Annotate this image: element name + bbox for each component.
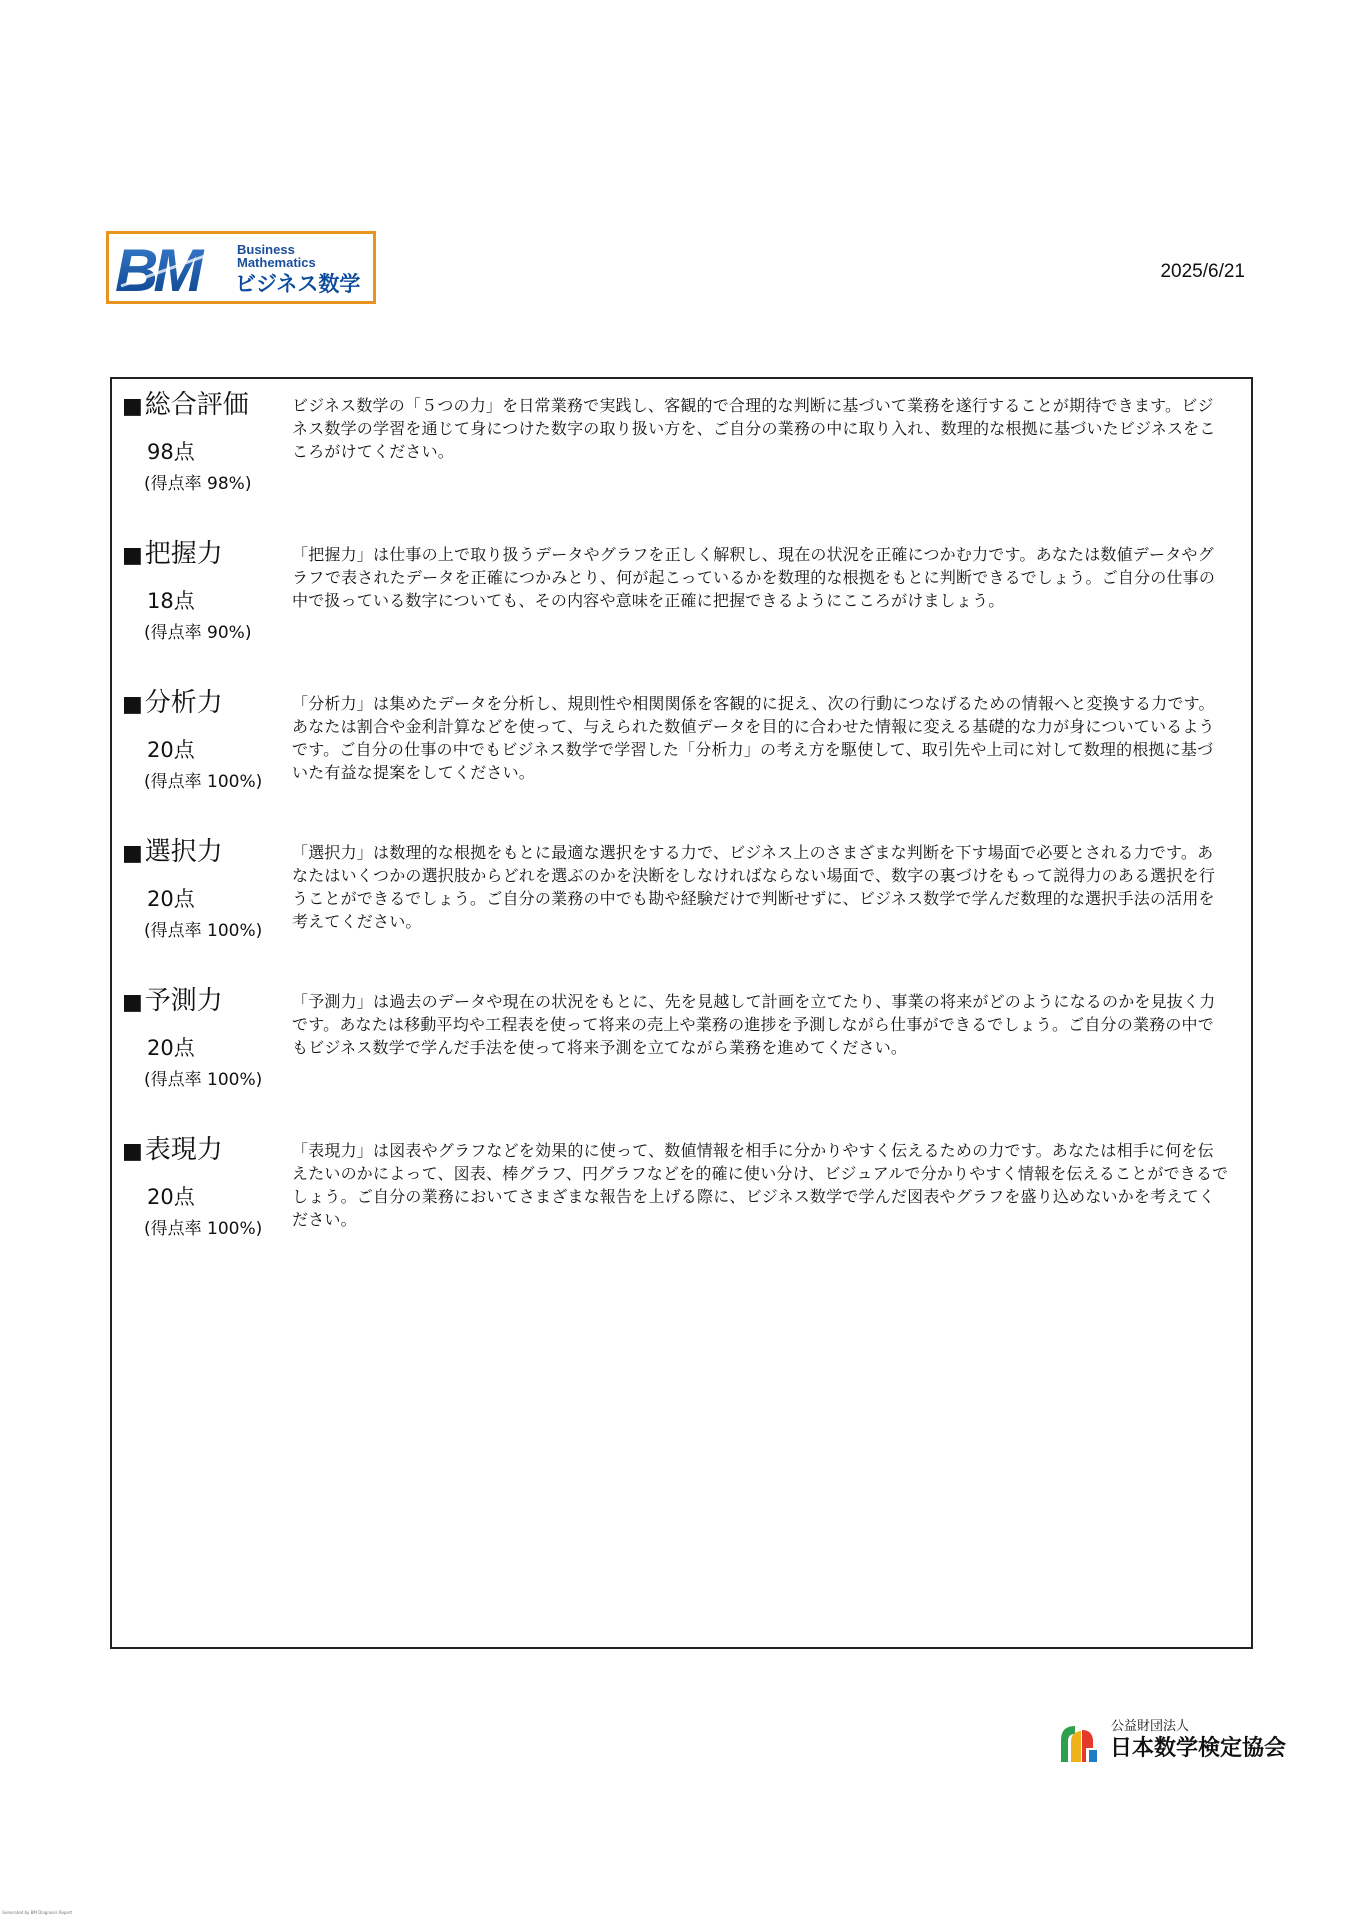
- section-title-text: 予測力: [144, 986, 223, 1016]
- section-grasp: [112, 528, 1251, 668]
- section-title-text: 表現力: [144, 1135, 223, 1165]
- square-bullet-icon: ■: [122, 1139, 143, 1164]
- bm-logo-japanese: ビジネス数学: [235, 272, 361, 296]
- bm-logo-business: Business: [237, 242, 295, 257]
- section-description: 「予測力」は過去のデータや現在の状況をもとに、先を見越して計画を立てたり、事業の将来がどのようになるのかを見抜く力です。あなたは移動平均や工程表を使って将来の売上や業務の進捗を予測しながら仕事ができるでしょう。ご自分の業務の中でもビジネス数学で学んだ手法を使って将来予測を立てながら業務を進めてください。: [292, 992, 1216, 1057]
- section-score: 18点: [147, 589, 195, 613]
- section-title: [122, 390, 249, 422]
- foundation-mark-icon: [1053, 1718, 1103, 1768]
- foundation-type-label: 公益財団法人: [1111, 1719, 1190, 1734]
- section-description: 「分析力」は集めたデータを分析し、規則性や相関関係を客観的に捉え、次の行動につなげるための情報へと変換する力です。あなたは割合や金利計算などを使って、与えられた数値データを目的に合わせた情報に変える基礎的な力が身についているようです。ご自分の仕事の中でもビジネス数学で学習した「分析力」の考え方を駆使して、取引先や上司に対して数理的根拠に基づいた有益な提案をしてください。: [292, 694, 1215, 782]
- bm-logo-graphic: [109, 234, 373, 301]
- square-bullet-icon: ■: [122, 692, 143, 717]
- section-description: 「把握力」は仕事の上で取り扱うデータやグラフを正しく解釈し、現在の状況を正確につかむ力です。あなたは数値データやグラフで表されたデータを正確につかみとり、何が起こっているかを数理的な根拠をもとに判断できるでしょう。ご自分の仕事の中で扱っている数字についても、その内容や意味を正確に把握できるようにこころがけましょう。: [292, 545, 1216, 610]
- foundation-name: 日本数学検定協会: [1110, 1736, 1287, 1761]
- section-title: [122, 688, 223, 720]
- square-bullet-icon: ■: [122, 841, 143, 866]
- section-rate: (得点率 100%): [144, 1219, 263, 1239]
- section-title-text: 選択力: [144, 837, 223, 867]
- section-rate: (得点率 100%): [144, 772, 263, 792]
- section-title: [122, 539, 223, 571]
- section-title-text: 総合評価: [144, 390, 249, 420]
- section-score: 98点: [147, 440, 195, 464]
- section-score: 20点: [147, 1036, 195, 1060]
- section-description: 「表現力」は図表やグラフなどを効果的に使って、数値情報を相手に分かりやすく伝えるための力です。あなたは相手に何を伝えたいのかによって、図表、棒グラフ、円グラフなどを的確に使い分け、ビジュアルで分かりやすく情報を伝えることができるでしょう。ご自分の業務においてさまざまな報告を上げる際に、ビジネス数学で学んだ図表やグラフを盛り込めないかを考えてください。: [292, 1141, 1229, 1229]
- footnote: Generated by BM Diagnosis Report: [2, 1910, 73, 1915]
- section-prediction: [112, 975, 1251, 1115]
- section-analysis: [112, 677, 1251, 817]
- square-bullet-icon: ■: [122, 990, 143, 1015]
- square-bullet-icon: ■: [122, 394, 143, 419]
- section-rate: (得点率 90%): [144, 623, 252, 643]
- bm-logo: [106, 231, 376, 304]
- section-rate: (得点率 98%): [144, 474, 252, 494]
- section-description: 「選択力」は数理的な根拠をもとに最適な選択をする力で、ビジネス上のさまざまな判断を下す場面で必要とされる力です。あなたはいくつかの選択肢からどれを選ぶのかを決断をしなければならない場面で、数字の裏づけをもって説得力のある選択を行うことができるでしょう。ご自分の業務の中でも勘や経験だけで判断せずに、ビジネス数学で学んだ数理的な選択手法の活用を考えてください。: [292, 843, 1216, 931]
- section-score: 20点: [147, 887, 195, 911]
- section-overall: [112, 379, 1251, 519]
- bm-logo-mathematics: Mathematics: [237, 255, 316, 270]
- bm-logo-letters: BM: [115, 237, 199, 301]
- report-date: 2025/6/21: [1160, 261, 1245, 282]
- section-title: [122, 837, 223, 869]
- section-selection: [112, 826, 1251, 966]
- square-bullet-icon: ■: [122, 543, 143, 568]
- section-title-text: 分析力: [144, 688, 223, 718]
- section-description: ビジネス数学の「５つの力」を日常業務で実践し、客観的で合理的な判断に基づいて業務を遂行することが期待できます。ビジネス数学の学習を通じて身につけた数字の取り扱い方を、ご自分の業務の中に取り入れ、数理的な根拠に基づいたビジネスをこころがけてください。: [292, 396, 1216, 461]
- section-title-text: 把握力: [144, 539, 223, 569]
- section-rate: (得点率 100%): [144, 921, 263, 941]
- section-score: 20点: [147, 1185, 195, 1209]
- section-title: [122, 1135, 223, 1167]
- section-score: 20点: [147, 738, 195, 762]
- evaluation-box: [110, 377, 1253, 1649]
- section-rate: (得点率 100%): [144, 1070, 263, 1090]
- section-expression: [112, 1124, 1251, 1264]
- foundation-logo: [1053, 1718, 1293, 1768]
- section-title: [122, 986, 223, 1018]
